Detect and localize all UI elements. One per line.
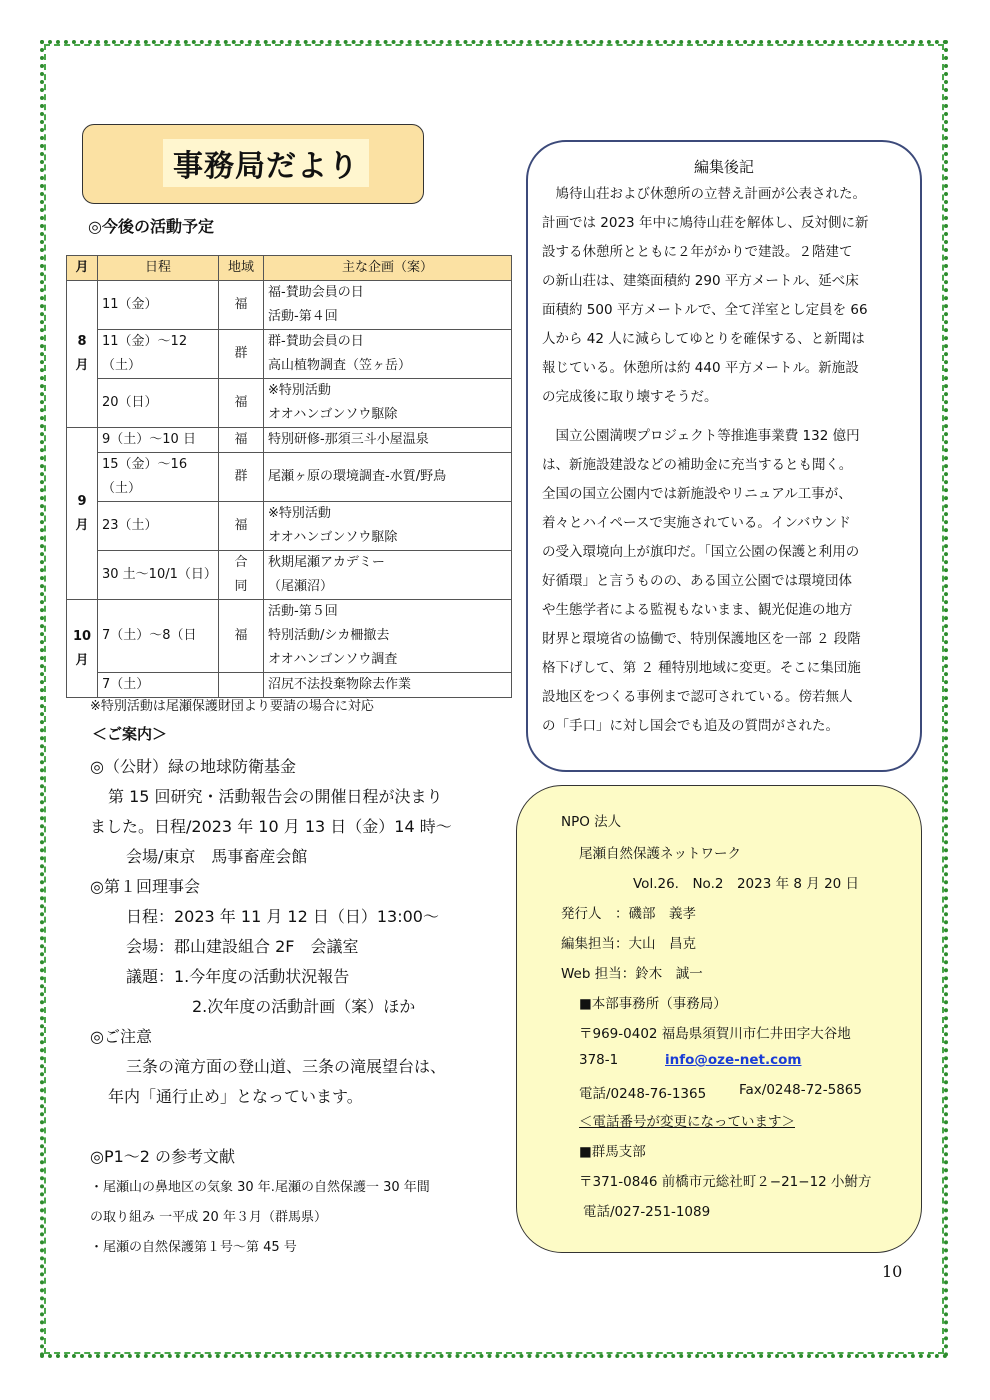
gunma-address: 〒371-0846 前橋市元総社町２−21−12 小鮒方 (579, 1174, 872, 1190)
page-title: 事務局だより (163, 139, 369, 187)
editorial-line: 人から 42 人に減らしてゆとりを確保する、と新聞は (542, 331, 865, 347)
guide-line: ◎ご注意 (90, 1027, 152, 1046)
editorial-title: 編集後記 (693, 158, 754, 176)
header-month: 月 (67, 256, 98, 281)
row-date: 7（土）～8（日 (98, 600, 219, 673)
email-link[interactable]: info@oze-net.com (665, 1052, 802, 1068)
guide-line: 三条の滝方面の登山道、三条の滝展望台は、 (126, 1057, 447, 1076)
editorial-line: 全国の国立公園内では新施設やリニュアル工事が、 (542, 486, 852, 502)
reference-line: ・尾瀬山の鼻地区の気象 30 年.尾瀬の自然保護一 30 年間 (90, 1180, 430, 1195)
row-area: 群 (219, 453, 264, 502)
title-box (82, 124, 424, 204)
guide-heading: ＜ご案内＞ (92, 725, 168, 743)
month-oct: 10 月 (67, 600, 98, 698)
editorial-line: 報じている。休憩所は約 440 平方メートル。新施設 (542, 360, 859, 376)
row-area: 福 (219, 600, 264, 673)
month-sep: 9 月 (67, 428, 98, 600)
guide-line: 年内「通行止め」となっています。 (108, 1087, 363, 1106)
table-row (67, 330, 512, 379)
header-date: 日程 (98, 256, 219, 281)
row-area: 合 同 (219, 551, 264, 600)
issue-info: Vol.26. No.2 2023 年 8 月 20 日 (633, 876, 860, 892)
table-row (67, 281, 512, 330)
row-plan: ※特別活動 オオハンゴンソウ駆除 (264, 502, 512, 551)
editorial-line: 計画では 2023 年中に鳩待山荘を解体し、反対側に新 (542, 215, 869, 231)
row-date: 7（土） (98, 673, 219, 698)
row-area: 福 (219, 428, 264, 453)
guide-line: 2.次年度の活動計画（案）ほか (192, 997, 416, 1016)
editorial-line: の受入環境向上が旗印だ。「国立公園の保護と利用の (542, 544, 860, 560)
editorial-line: 設地区をつくる事例まで認可されている。傍若無人 (542, 689, 853, 705)
row-plan: 活動-第５回 特別活動/シカ柵撤去 オオハンゴンソウ調査 (264, 600, 512, 673)
editorial-line: 格下げして、第 ２ 種特別地域に変更。そこに集団施 (542, 660, 861, 676)
table-row (67, 502, 512, 551)
table-row (67, 453, 512, 502)
editorial-line: の新山荘は、建築面積約 290 平方メートル、延べ床 (542, 273, 859, 289)
editorial-line: は、新施設建設などの補助金に充当するとも聞く。 (542, 457, 853, 473)
row-plan: 尾瀬ヶ原の環境調査-水質/野鳥 (264, 453, 512, 502)
month-aug: 8 月 (67, 281, 98, 428)
row-area: 群 (219, 330, 264, 379)
table-header-row (67, 256, 512, 281)
editorial-line: 鳩待山荘および休憩所の立替え計画が公表された。 (542, 186, 866, 202)
guide-line: ◎P1～2 の参考文献 (90, 1147, 236, 1166)
org-name: 尾瀬自然保護ネットワーク (579, 846, 741, 862)
row-plan: 特別研修-那須三斗小屋温泉 (264, 428, 512, 453)
editorial-line: や生態学者による監視もないまま、観光促進の地方 (542, 602, 853, 618)
schedule-table (66, 255, 512, 698)
row-area: 福 (219, 281, 264, 330)
reference-line: の取り組み 一平成 20 年３月（群馬県） (90, 1210, 327, 1225)
row-date: 11（金） (98, 281, 219, 330)
row-plan: 群-賛助会員の日 高山植物調査（笠ヶ岳） (264, 330, 512, 379)
row-plan: ※特別活動 オオハンゴンソウ駆除 (264, 379, 512, 428)
header-plan: 主な企画（案） (264, 256, 512, 281)
row-date: 11（金）～12 （土） (98, 330, 219, 379)
hq-heading: ■本部事務所（事務局） (579, 996, 727, 1012)
editorial-line: 面積約 500 平方メートルで、全て洋室とし定員を 66 (542, 302, 868, 318)
table-row (67, 673, 512, 698)
npo-info-box (516, 785, 922, 1253)
row-date: 20（日） (98, 379, 219, 428)
guide-line: 第 15 回研究・活動報告会の開催日程が決まり (108, 787, 443, 806)
publisher: 発行人 ：磯部 義孝 (561, 906, 696, 922)
row-area (219, 673, 264, 698)
table-row (67, 551, 512, 600)
editorial-line: 好循環」と言うものの、ある国立公園では環境団体 (542, 573, 852, 589)
editorial-line: 国立公園満喫プロジェクト等推進事業費 132 億円 (542, 428, 860, 444)
row-date: 30 土～10/1（日） (98, 551, 219, 600)
gunma-heading: ■群馬支部 (579, 1144, 646, 1160)
hq-phone: 電話/0248-76-1365 (579, 1086, 707, 1102)
editorial-box (526, 140, 922, 772)
hq-address: 〒969-0402 福島県須賀川市仁井田字大谷地 (579, 1026, 851, 1042)
guide-line: ◎（公財）緑の地球防衛基金 (90, 757, 296, 776)
guide-line: 会場/東京 馬事畜産会館 (126, 847, 308, 866)
row-plan: 福-賛助会員の日 活動-第４回 (264, 281, 512, 330)
table-row (67, 428, 512, 453)
row-date: 23（土） (98, 502, 219, 551)
row-plan: 沼尻不法投棄物除去作業 (264, 673, 512, 698)
row-date: 9（土）～10 日 (98, 428, 219, 453)
guide-line: 議題：1.今年度の活動状況報告 (126, 967, 350, 986)
row-plan: 秋期尾瀬アカデミー （尾瀬沼） (264, 551, 512, 600)
guide-line: ◎第１回理事会 (90, 877, 200, 896)
guide-line: 会場：郡山建設組合 2F 会議室 (126, 937, 359, 956)
header-area: 地域 (219, 256, 264, 281)
schedule-note: ※特別活動は尾瀬保護財団より要請の場合に対応 (90, 699, 374, 714)
row-date: 15（金）～16（土） (98, 453, 219, 502)
reference-line: ・尾瀬の自然保護第１号～第 45 号 (90, 1240, 297, 1255)
phone-change-notice: ＜電話番号が変更になっています＞ (579, 1114, 795, 1130)
guide-line: 日程：2023 年 11 月 12 日（日）13:00～ (126, 907, 439, 926)
editorial-line: の「手口」に対し国会でも追及の質問がされた。 (542, 718, 839, 734)
table-row (67, 600, 512, 673)
page-number: 10 (882, 1262, 903, 1281)
editorial-line: 設する休憩所とともに２年がかりで建設。２階建て (542, 244, 853, 260)
npo-name: NPO 法人 (561, 814, 622, 830)
guide-line: ました。日程/2023 年 10 月 13 日（金）14 時～ (90, 817, 452, 836)
editor: 編集担当：大山 昌克 (561, 936, 696, 952)
schedule-heading: ◎今後の活動予定 (88, 217, 214, 236)
table-row (67, 379, 512, 428)
editorial-line: 着々とハイペースで実施されている。インバウンド (542, 515, 851, 531)
hq-address-2: 378-1 (579, 1052, 619, 1068)
hq-fax: Fax/0248-72-5865 (739, 1082, 862, 1098)
editorial-line: 財界と環境省の協働で、特別保護地区を一部 ２ 段階 (542, 631, 861, 647)
editorial-line: の完成後に取り壊すそうだ。 (542, 389, 718, 405)
gunma-phone: 電話/027-251-1089 (583, 1204, 711, 1220)
row-area: 福 (219, 502, 264, 551)
web-manager: Web 担当：鈴木 誠一 (561, 966, 703, 982)
row-area: 福 (219, 379, 264, 428)
